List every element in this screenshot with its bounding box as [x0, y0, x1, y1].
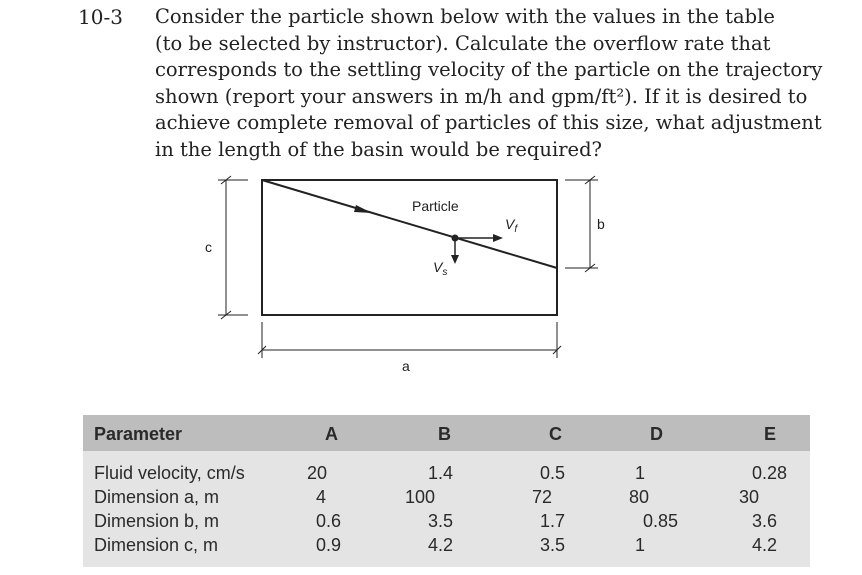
- header-e: E: [764, 424, 777, 444]
- table-row-2-d: 80: [629, 487, 650, 507]
- table-row-1-b: 1.4: [428, 463, 454, 483]
- header-a: A: [325, 424, 338, 444]
- problem-line-6: in the length of the basin would be required?: [155, 137, 603, 161]
- dim-a-label: a: [402, 358, 410, 374]
- header-b: B: [438, 424, 451, 444]
- header-d: D: [650, 424, 663, 444]
- table-row-3-param: Dimension b, m: [94, 511, 220, 531]
- problem-line-3: corresponds to the settling velocity of the particle on the trajectory: [155, 58, 823, 81]
- table-row-4-d: 1: [635, 535, 646, 555]
- table-row-4-b: 4.2: [428, 535, 454, 555]
- particle-label: Particle: [412, 198, 459, 214]
- problem-number: 10-3: [78, 5, 123, 29]
- problem-line-2: (to be selected by instructor). Calculate the overflow rate that: [155, 31, 771, 55]
- table-row-3-e: 3.6: [752, 511, 778, 531]
- table-row-2-c: 72: [532, 487, 553, 507]
- basin-outline: [262, 180, 557, 315]
- table-header-row: [83, 415, 810, 451]
- vs-arrowhead: [451, 255, 459, 264]
- table-row-4-e: 4.2: [752, 535, 778, 555]
- vf-arrowhead: [493, 234, 503, 242]
- vs-label: [433, 259, 447, 278]
- table-row-1-c: 0.5: [540, 463, 566, 483]
- table-row-2-b: 100: [405, 487, 436, 507]
- table-row-1-e: 0.28: [752, 463, 788, 483]
- vf-subscript: f: [514, 224, 518, 235]
- vs-symbol: V: [433, 259, 443, 275]
- problem-line-1: Consider the particle shown below with the values in the table: [155, 5, 775, 28]
- table-row-3-b: 3.5: [428, 511, 454, 531]
- table-row-1-param: Fluid velocity, cm/s: [94, 463, 245, 483]
- table-row-3-d: 0.85: [643, 511, 679, 531]
- table-row-4-param: Dimension c, m: [94, 535, 219, 555]
- table-row-2-e: 30: [739, 487, 760, 507]
- table-row-4-c: 3.5: [540, 535, 566, 555]
- vf-symbol: V: [505, 216, 515, 232]
- table-row-4-a: 0.9: [316, 535, 342, 555]
- dim-c-label: c: [205, 239, 212, 255]
- header-parameter: Parameter: [94, 424, 183, 444]
- table-row-1-a: 20: [307, 463, 328, 483]
- table-row-3-c: 1.7: [540, 511, 566, 531]
- vf-label: [505, 216, 518, 235]
- table-row-2-a: 4: [316, 487, 327, 507]
- table-row-2-param: Dimension a, m: [94, 487, 220, 507]
- problem-line-5: achieve complete removal of particles of this size, what adjustment: [155, 111, 822, 134]
- table-row-3-a: 0.6: [316, 511, 342, 531]
- table-row-1-d: 1: [635, 463, 646, 483]
- trajectory-arrowhead: [354, 205, 372, 213]
- header-c: C: [549, 424, 562, 444]
- parameter-table: [83, 415, 810, 567]
- problem-line-4: shown (report your answers in m/h and gpm/ft²). If it is desired to: [155, 84, 808, 108]
- dim-b-label: b: [597, 216, 605, 232]
- vs-subscript: s: [442, 267, 448, 278]
